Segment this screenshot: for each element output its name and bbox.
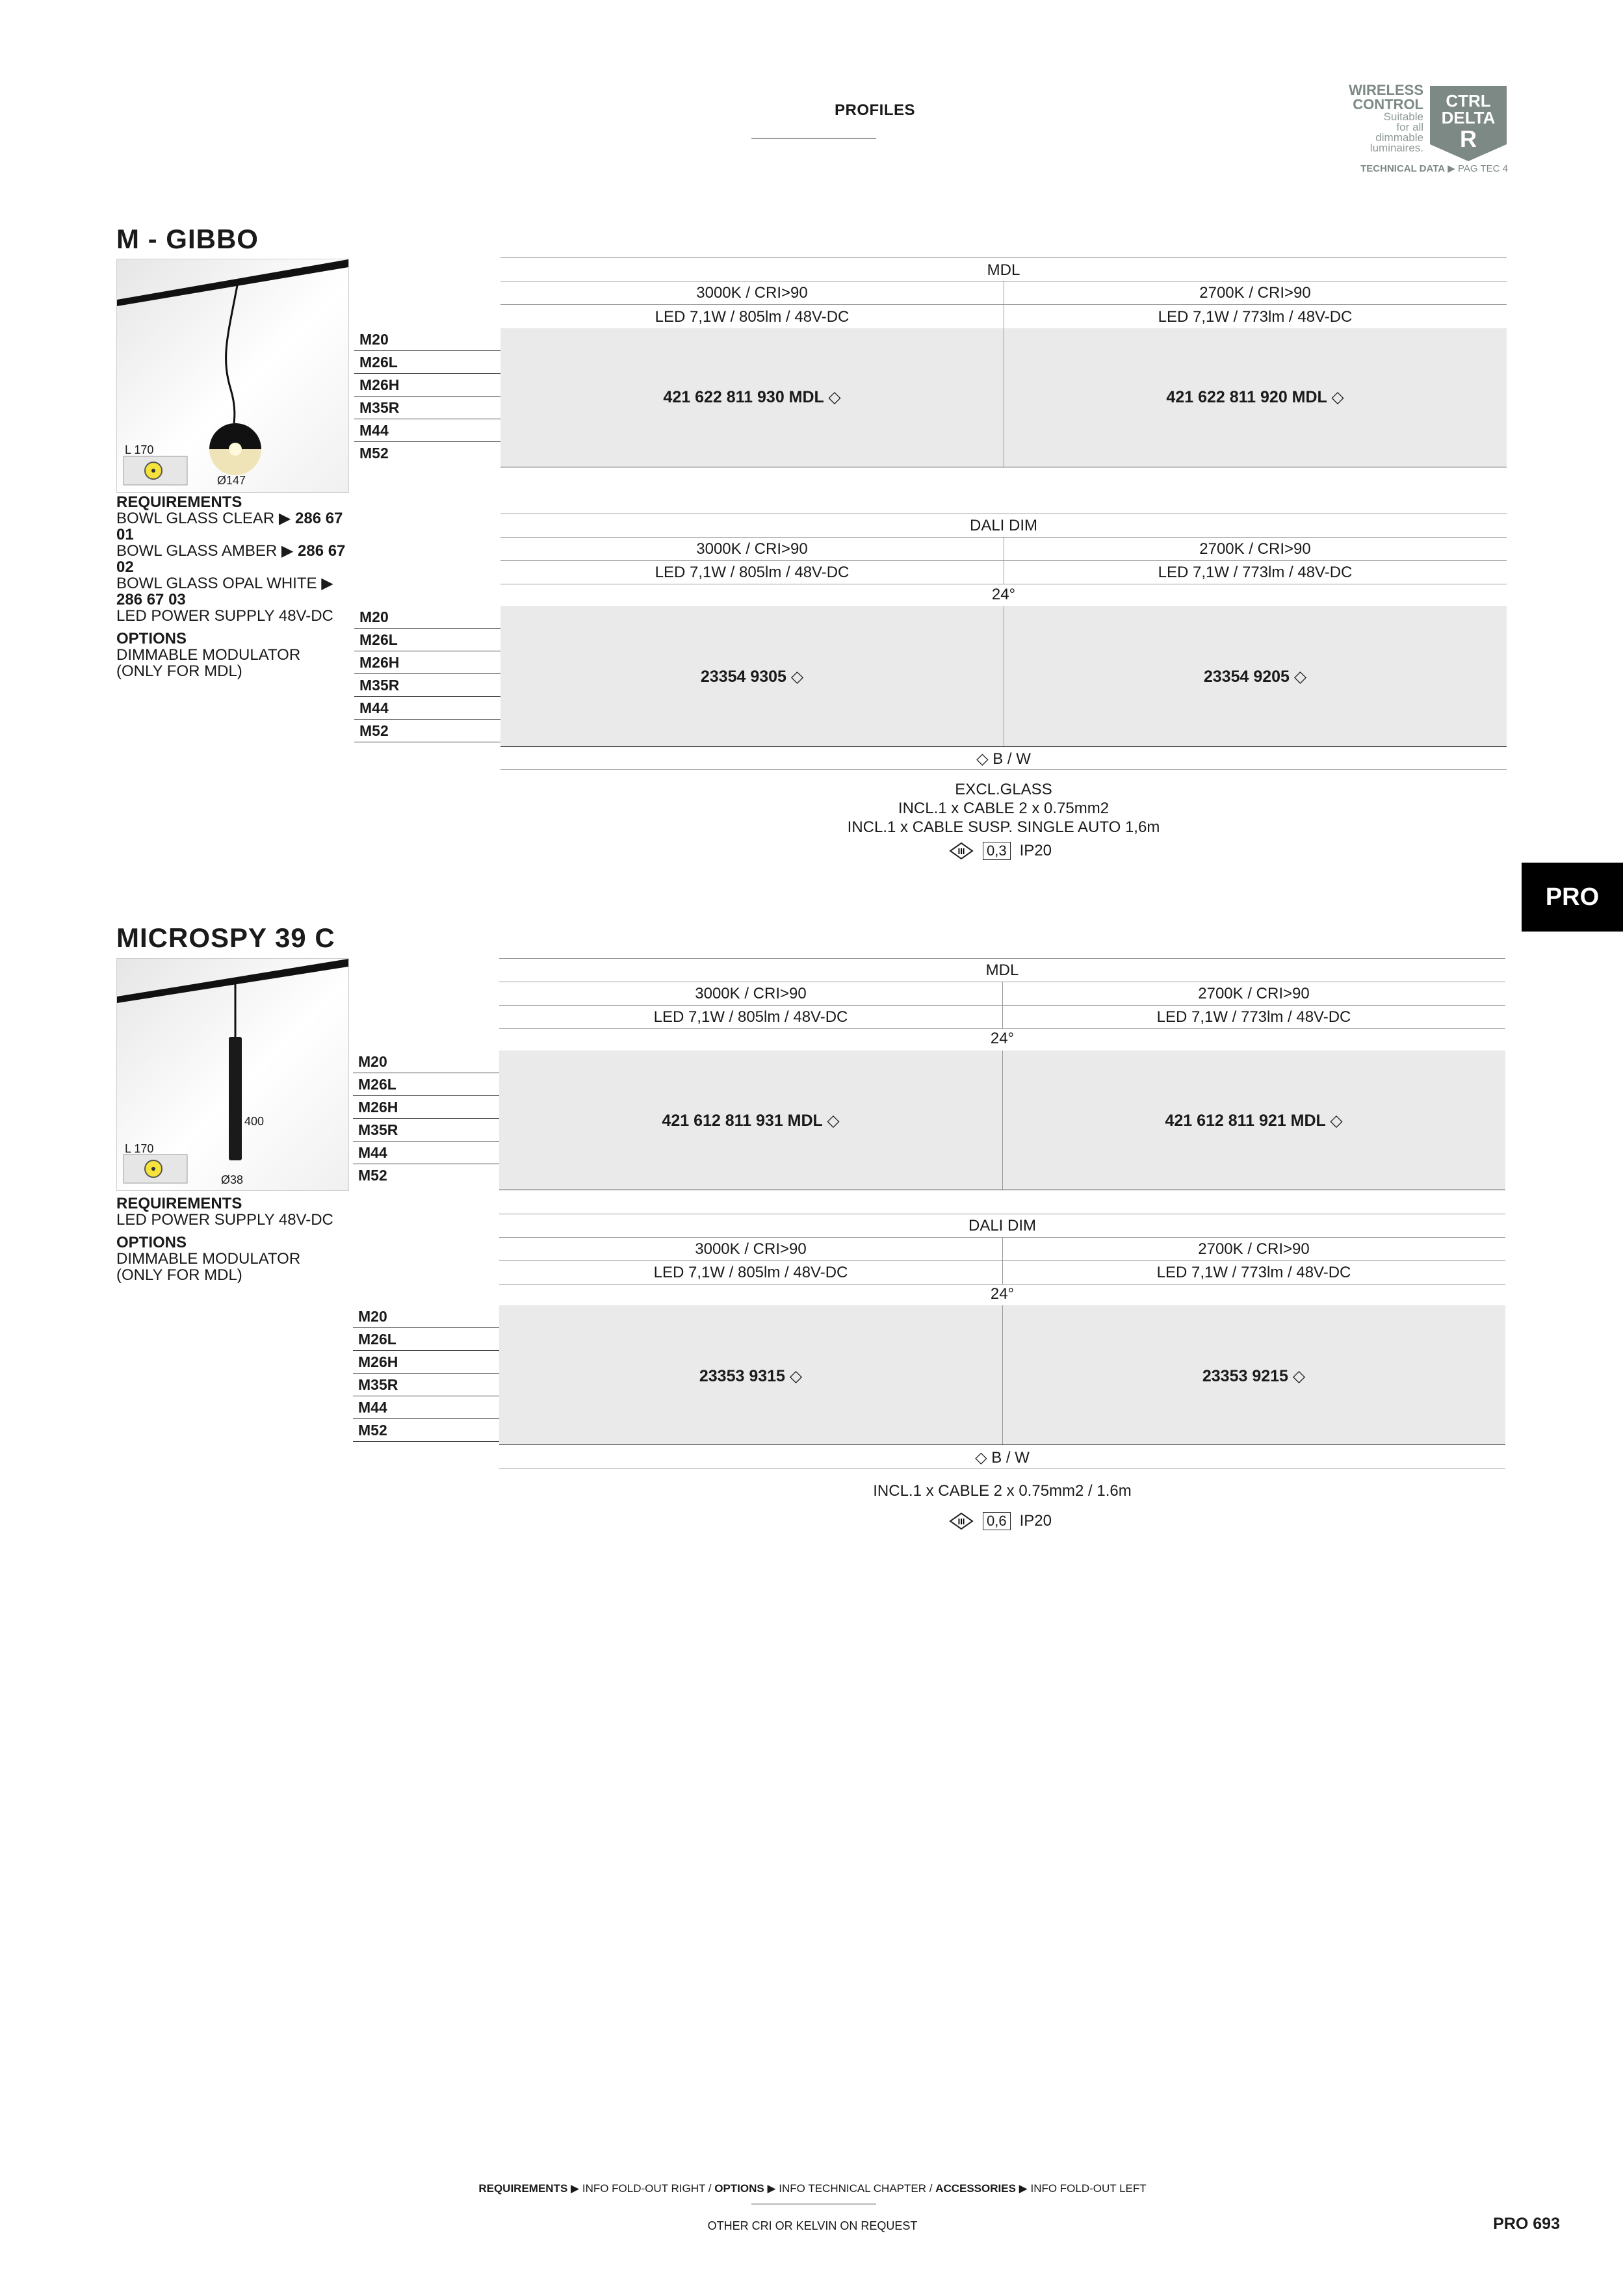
diamond-icon: ◇ bbox=[1292, 1367, 1306, 1385]
cri-label: 2700K / CRI>90 bbox=[1198, 1240, 1310, 1258]
model-item: M26L bbox=[354, 629, 500, 651]
suitable-line-2: for all bbox=[1396, 121, 1423, 133]
option-item: (ONLY FOR MDL) bbox=[116, 1266, 242, 1284]
product-code: 421 622 811 930 MDL ◇ bbox=[663, 388, 841, 406]
model-item: M20 bbox=[354, 328, 500, 351]
requirements-block bbox=[116, 1195, 350, 1283]
model-item: M52 bbox=[354, 720, 500, 742]
cri-label: 3000K / CRI>90 bbox=[696, 540, 808, 558]
arrow-right-icon: ▶ bbox=[321, 575, 333, 592]
model-item: M52 bbox=[358, 1167, 387, 1184]
led-spec: LED 7,1W / 805lm / 48V-DC bbox=[655, 564, 850, 581]
model-item: M35R bbox=[353, 1374, 499, 1396]
class-iii-icon bbox=[949, 842, 974, 860]
model-item: M20 bbox=[353, 1050, 499, 1073]
track-length-label: L 170 bbox=[125, 1142, 154, 1155]
model-list bbox=[353, 1305, 499, 1442]
wireless-control-label bbox=[1332, 83, 1423, 153]
product-code: 421 612 811 931 MDL ◇ bbox=[662, 1112, 840, 1130]
product-title: MICROSPY 39 C bbox=[116, 922, 335, 953]
finish-label: ◇ B / W bbox=[975, 1449, 1030, 1467]
table-line bbox=[499, 1284, 1505, 1285]
cri-label: 3000K / CRI>90 bbox=[695, 985, 807, 1002]
shield-text-1: CTRL bbox=[1446, 91, 1491, 111]
ctrl-delta-shield-icon bbox=[1429, 85, 1508, 163]
finish-label: ◇ B / W bbox=[976, 750, 1031, 768]
requirement-item: LED POWER SUPPLY 48V-DC bbox=[116, 1211, 333, 1229]
diamond-icon: ◇ bbox=[789, 1367, 803, 1385]
model-item: M35R bbox=[354, 674, 500, 697]
class-iii-icon bbox=[949, 1512, 974, 1530]
mdl-title: MDL bbox=[987, 261, 1020, 279]
diamond-icon: ◇ bbox=[828, 388, 841, 406]
suitable-line-4: luminaires. bbox=[1370, 142, 1423, 154]
requirement-item: BOWL GLASS OPAL WHITE ▶ 286 67 03 bbox=[116, 575, 333, 608]
dali-title: DALI DIM bbox=[968, 1217, 1036, 1234]
beam-angle: 24° bbox=[991, 586, 1016, 603]
requirements-heading: REQUIREMENTS bbox=[116, 493, 242, 511]
model-item: M20 bbox=[353, 1305, 499, 1328]
notes-block bbox=[500, 780, 1507, 837]
pendant-lamp-icon bbox=[117, 259, 348, 492]
product-photo-microspy bbox=[116, 958, 349, 1191]
svg-text:III: III bbox=[957, 1517, 965, 1526]
product-code: 23353 9215 ◇ bbox=[1202, 1367, 1306, 1385]
option-item: DIMMABLE MODULATOR bbox=[116, 1250, 301, 1268]
wireless-line-1: WIRELESS bbox=[1349, 82, 1423, 98]
class-value: 0,3 bbox=[983, 842, 1011, 860]
diameter-label: Ø38 bbox=[221, 1173, 244, 1186]
led-spec: LED 7,1W / 805lm / 48V-DC bbox=[653, 1264, 848, 1281]
diamond-icon: ◇ bbox=[976, 750, 989, 768]
product-photo-gibbo bbox=[116, 259, 349, 493]
diamond-icon: ◇ bbox=[790, 668, 804, 686]
table-line bbox=[500, 769, 1507, 770]
option-item: DIMMABLE MODULATOR bbox=[116, 646, 301, 664]
product-code: 421 622 811 920 MDL ◇ bbox=[1166, 388, 1344, 406]
diamond-icon: ◇ bbox=[1293, 668, 1307, 686]
model-item: M26L bbox=[353, 1328, 499, 1351]
model-item: M52 bbox=[353, 1419, 499, 1442]
suitable-line-3: dimmable bbox=[1375, 131, 1423, 144]
led-spec: LED 7,1W / 773lm / 48V-DC bbox=[1158, 564, 1353, 581]
arrow-right-icon: ▶ bbox=[278, 510, 291, 527]
ip-rating: IP20 bbox=[1019, 1512, 1052, 1530]
dali-title: DALI DIM bbox=[969, 517, 1037, 534]
requirements-heading: REQUIREMENTS bbox=[116, 1195, 242, 1212]
table-line bbox=[499, 1444, 1505, 1445]
ip-rating: IP20 bbox=[1019, 842, 1052, 859]
model-item: M44 bbox=[353, 1396, 499, 1419]
model-item: M35R bbox=[354, 397, 500, 419]
shield-text-2: DELTA bbox=[1441, 108, 1496, 127]
shield-text-3: R bbox=[1460, 125, 1477, 152]
model-item: M44 bbox=[354, 697, 500, 720]
note-line: INCL.1 x CABLE SUSP. SINGLE AUTO 1,6m bbox=[847, 818, 1160, 836]
note-line: INCL.1 x CABLE 2 x 0.75mm2 bbox=[898, 800, 1110, 817]
diamond-icon: ◇ bbox=[827, 1112, 840, 1130]
model-item: M26H bbox=[353, 1351, 499, 1374]
page-section-title: PROFILES bbox=[834, 101, 915, 119]
diameter-label: Ø147 bbox=[217, 474, 246, 487]
class-ip-row bbox=[949, 841, 1157, 861]
product-title: M - GIBBO bbox=[116, 224, 259, 254]
cri-label: 3000K / CRI>90 bbox=[696, 284, 808, 302]
product-code: 23354 9305 ◇ bbox=[700, 668, 804, 686]
led-spec: LED 7,1W / 773lm / 48V-DC bbox=[1158, 308, 1353, 326]
model-list bbox=[353, 1050, 499, 1187]
model-item: M26H bbox=[353, 1096, 499, 1119]
technical-data-link[interactable] bbox=[1300, 163, 1508, 174]
table-line bbox=[500, 746, 1507, 747]
cri-label: 2700K / CRI>90 bbox=[1198, 985, 1310, 1002]
cri-label: 2700K / CRI>90 bbox=[1199, 284, 1311, 302]
options-heading: OPTIONS bbox=[116, 630, 187, 647]
model-item: M44 bbox=[354, 419, 500, 442]
option-item: (ONLY FOR MDL) bbox=[116, 662, 242, 680]
model-item: M20 bbox=[354, 606, 500, 629]
cri-label: 2700K / CRI>90 bbox=[1199, 540, 1311, 558]
led-spec: LED 7,1W / 805lm / 48V-DC bbox=[655, 308, 850, 326]
model-list bbox=[354, 328, 500, 465]
arrow-right-icon: ▶ bbox=[281, 542, 294, 560]
product-code: 23353 9315 ◇ bbox=[699, 1367, 803, 1385]
model-list bbox=[354, 606, 500, 742]
model-item: M44 bbox=[353, 1141, 499, 1164]
product-code: 421 612 811 921 MDL ◇ bbox=[1165, 1112, 1343, 1130]
arrow-right-icon: ▶ bbox=[1448, 163, 1455, 174]
svg-text:III: III bbox=[957, 846, 965, 856]
note-line: EXCL.GLASS bbox=[955, 781, 1052, 798]
led-spec: LED 7,1W / 773lm / 48V-DC bbox=[1156, 1008, 1351, 1026]
table-line bbox=[500, 257, 1507, 258]
model-item: M26H bbox=[354, 374, 500, 397]
model-item: M26L bbox=[354, 351, 500, 374]
note-line: INCL.1 x CABLE 2 x 0.75mm2 / 1.6m bbox=[873, 1482, 1132, 1500]
footer-opt-label: OPTIONS bbox=[714, 2182, 764, 2195]
suitable-line-1: Suitable bbox=[1383, 111, 1423, 123]
mdl-title: MDL bbox=[985, 961, 1019, 979]
length-label: 400 bbox=[244, 1115, 265, 1128]
track-length-label: L 170 bbox=[125, 443, 154, 456]
beam-angle: 24° bbox=[990, 1285, 1015, 1303]
class-value: 0,6 bbox=[983, 1512, 1011, 1530]
model-item: M26L bbox=[353, 1073, 499, 1096]
wireless-line-2: CONTROL bbox=[1353, 96, 1423, 112]
notes-block bbox=[499, 1481, 1505, 1500]
arrow-right-icon: ▶ bbox=[571, 2182, 580, 2195]
requirement-item: LED POWER SUPPLY 48V-DC bbox=[116, 607, 333, 625]
table-line bbox=[499, 958, 1505, 959]
diamond-icon: ◇ bbox=[1331, 388, 1344, 406]
model-item: M35R bbox=[353, 1119, 499, 1141]
diamond-icon: ◇ bbox=[1330, 1112, 1343, 1130]
diamond-icon: ◇ bbox=[975, 1449, 987, 1467]
technical-data-page: PAG TEC 4 bbox=[1458, 163, 1508, 174]
model-item: M52 bbox=[359, 445, 389, 462]
class-ip-row bbox=[949, 1511, 1157, 1532]
technical-data-label: TECHNICAL DATA bbox=[1360, 163, 1446, 174]
column-divider bbox=[1002, 982, 1003, 1028]
arrow-right-icon: ▶ bbox=[767, 2182, 776, 2195]
footer-other-note: OTHER CRI OR KELVIN ON REQUEST bbox=[707, 2219, 918, 2232]
product-code: 23354 9205 ◇ bbox=[1203, 668, 1307, 686]
options-heading: OPTIONS bbox=[116, 1234, 187, 1251]
footer-req-label: REQUIREMENTS bbox=[478, 2182, 568, 2195]
footer-legend: REQUIREMENTS ▶ INFO FOLD-OUT RIGHT / OPTIONS ▶ INFO TECHNICAL CHAPTER / ACCESSORIES ▶ INFO FOLD-OUT LEFT bbox=[478, 2182, 1147, 2195]
page-number: PRO 693 bbox=[1493, 2215, 1560, 2233]
led-spec: LED 7,1W / 773lm / 48V-DC bbox=[1156, 1264, 1351, 1281]
side-tab-pro[interactable]: PRO bbox=[1522, 863, 1623, 932]
cri-label: 3000K / CRI>90 bbox=[695, 1240, 807, 1258]
requirement-item: BOWL GLASS AMBER ▶ 286 67 02 bbox=[116, 542, 346, 576]
requirement-item: BOWL GLASS CLEAR ▶ 286 67 01 bbox=[116, 510, 343, 543]
beam-angle: 24° bbox=[990, 1030, 1015, 1047]
column-divider bbox=[1002, 1237, 1003, 1284]
table-line bbox=[499, 1028, 1505, 1029]
requirements-block bbox=[116, 494, 350, 679]
footer-acc-label: ACCESSORIES bbox=[935, 2182, 1016, 2195]
led-spec: LED 7,1W / 805lm / 48V-DC bbox=[653, 1008, 848, 1026]
arrow-right-icon: ▶ bbox=[1019, 2182, 1028, 2195]
model-item: M26H bbox=[354, 651, 500, 674]
